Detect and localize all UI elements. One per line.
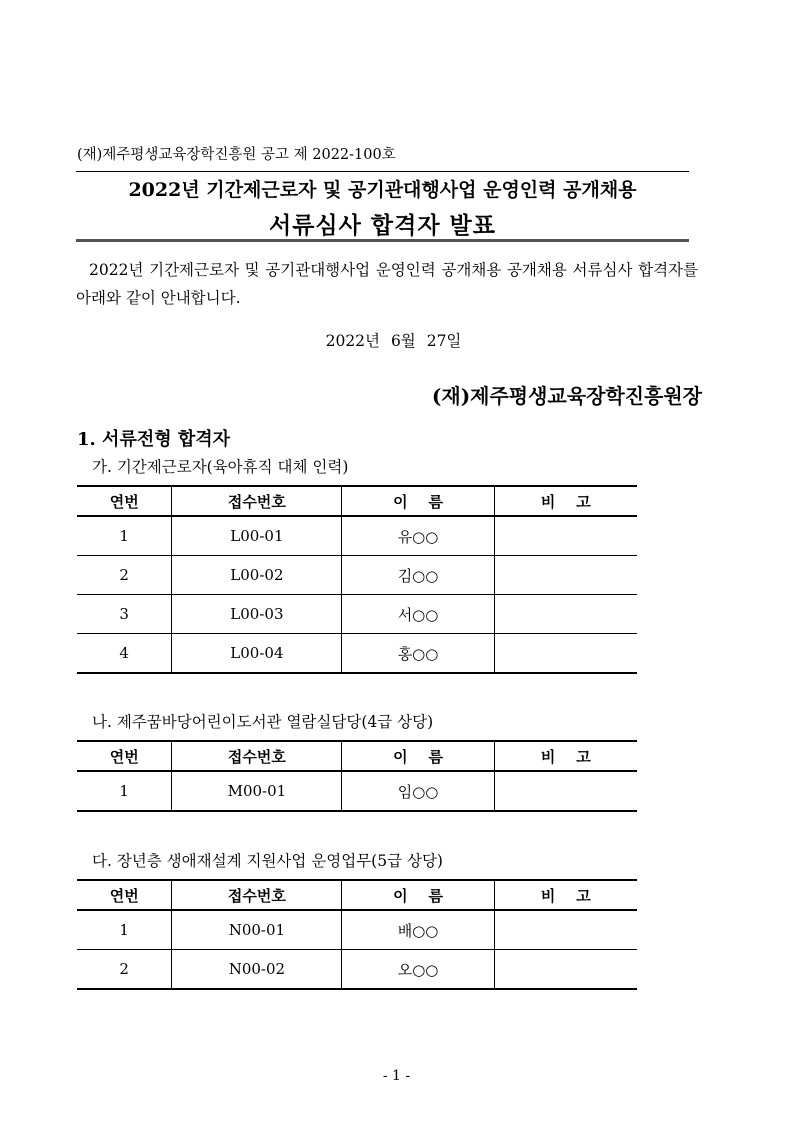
cell-no: 2 (77, 556, 172, 595)
cell-receipt: L00-03 (172, 595, 342, 634)
cell-name: 서○○ (342, 595, 494, 634)
header-rule (76, 171, 689, 172)
cell-receipt: L00-04 (172, 634, 342, 674)
page-number: - 1 - (382, 1068, 411, 1084)
group-title: 다. 장년층 생애재설계 지원사업 운영업무(5급 상당) (92, 852, 443, 870)
title-rule (76, 239, 689, 242)
col-header-name: 이 름 (342, 486, 494, 516)
cell-no: 1 (77, 516, 172, 556)
cell-note (494, 595, 637, 634)
cell-name: 임○○ (342, 771, 494, 811)
cell-note (494, 634, 637, 674)
cell-name: 김○○ (342, 556, 494, 595)
document-subtitle: 서류심사 합격자 발표 (269, 212, 496, 239)
table-row (77, 771, 637, 811)
document-title: 2022년 기간제근로자 및 공기관대행사업 운영인력 공개채용 (128, 179, 637, 201)
col-header-note: 비 고 (494, 880, 637, 910)
cell-no: 4 (77, 634, 172, 674)
table-row (77, 595, 637, 634)
cell-receipt: L00-02 (172, 556, 342, 595)
cell-note (494, 771, 637, 811)
col-header-receipt: 접수번호 (172, 880, 342, 910)
col-header-name: 이 름 (342, 880, 494, 910)
table-row (77, 516, 637, 556)
intro-paragraph: 2022년 기간제근로자 및 공기관대행사업 운영인력 공개채용 공개채용 서류심사 합격자를 아래와 같이 안내합니다. (76, 261, 698, 307)
cell-no: 2 (77, 950, 172, 990)
cell-name: 배○○ (342, 910, 494, 950)
issuer-signature: (재)제주평생교육장학진흥원장 (431, 384, 702, 408)
cell-note (494, 910, 637, 950)
cell-no: 1 (77, 910, 172, 950)
announcement-date: 2022년 6월 27일 (325, 332, 462, 350)
cell-receipt: N00-02 (172, 950, 342, 990)
cell-note (494, 516, 637, 556)
section-title: 1. 서류전형 합격자 (77, 429, 231, 450)
applicant-table (77, 485, 637, 674)
col-header-note: 비 고 (494, 486, 637, 516)
cell-name: 유○○ (342, 516, 494, 556)
cell-no: 3 (77, 595, 172, 634)
applicant-table (77, 879, 637, 990)
cell-receipt: N00-01 (172, 910, 342, 950)
table-row (77, 556, 637, 595)
cell-receipt: L00-01 (172, 516, 342, 556)
cell-name: 홍○○ (342, 634, 494, 674)
applicant-table (77, 740, 637, 812)
table-row (77, 910, 637, 950)
col-header-no: 연번 (77, 880, 172, 910)
col-header-receipt: 접수번호 (172, 741, 342, 771)
col-header-no: 연번 (77, 486, 172, 516)
group-title: 나. 제주꿈바당어린이도서관 열람실담당(4급 상당) (92, 713, 434, 731)
cell-note (494, 950, 637, 990)
table-row (77, 634, 637, 674)
col-header-no: 연번 (77, 741, 172, 771)
group-title: 가. 기간제근로자(육아휴직 대체 인력) (92, 458, 349, 476)
table-row (77, 950, 637, 990)
cell-no: 1 (77, 771, 172, 811)
col-header-note: 비 고 (494, 741, 637, 771)
col-header-receipt: 접수번호 (172, 486, 342, 516)
cell-name: 오○○ (342, 950, 494, 990)
col-header-name: 이 름 (342, 741, 494, 771)
cell-note (494, 556, 637, 595)
notice-number: (재)제주평생교육장학진흥원 공고 제 2022-100호 (77, 147, 396, 163)
cell-receipt: M00-01 (172, 771, 342, 811)
